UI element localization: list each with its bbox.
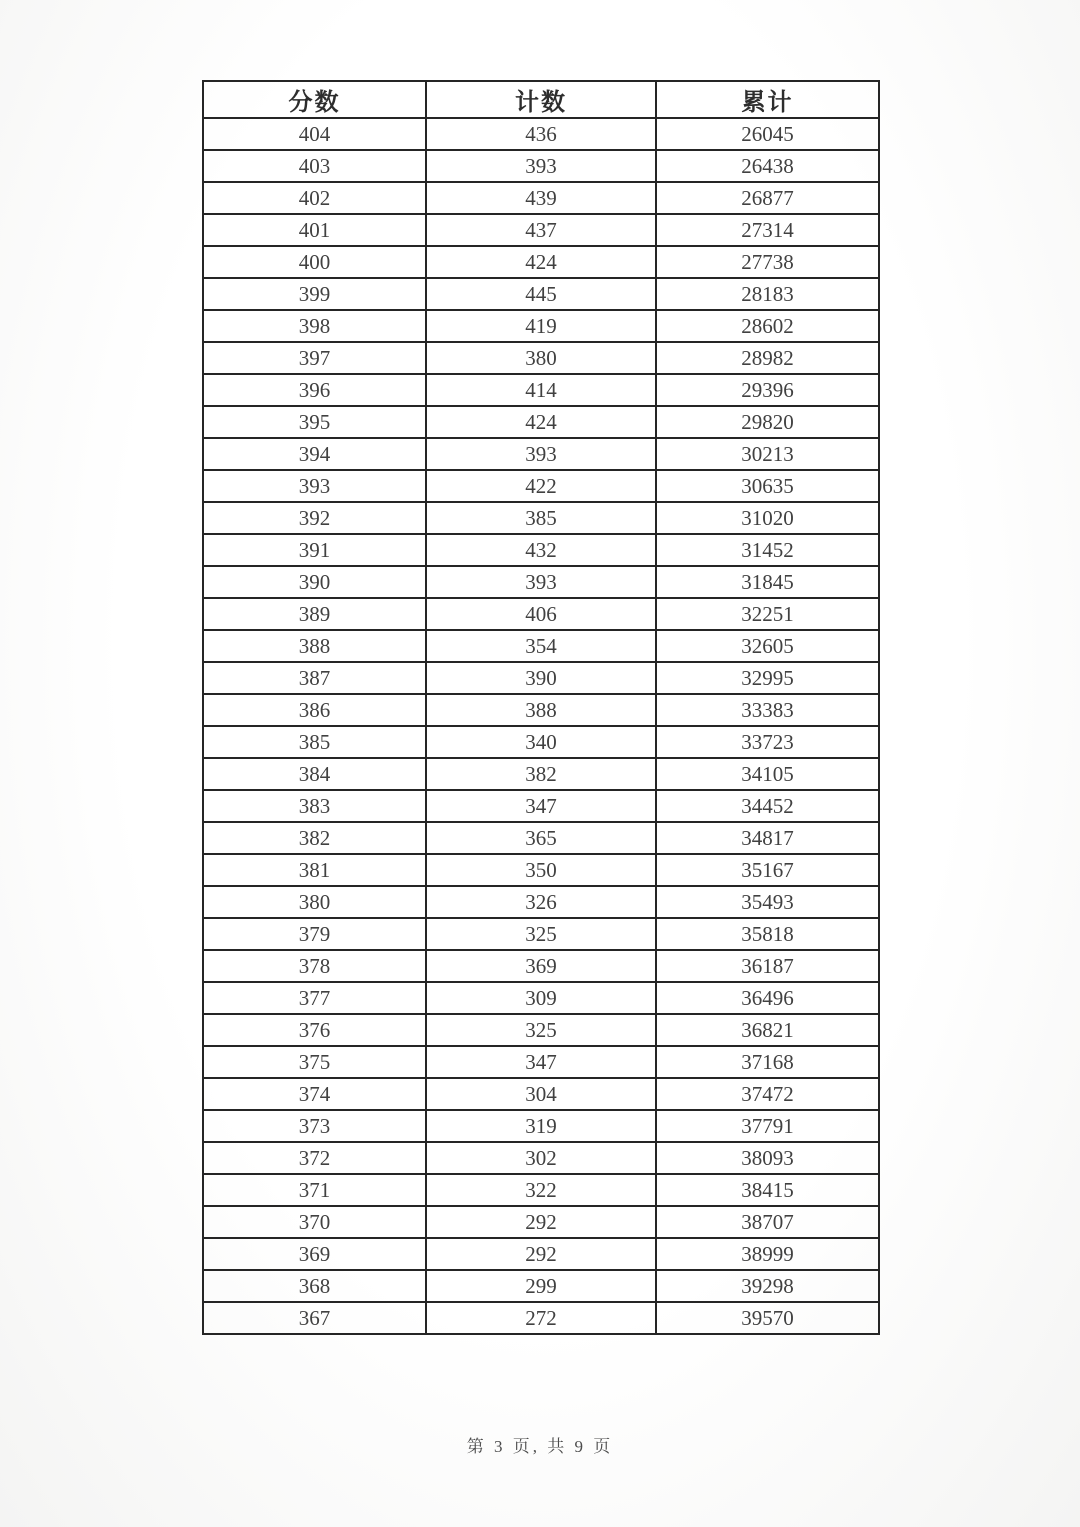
score-cell: 384 bbox=[203, 758, 426, 790]
score-cell: 391 bbox=[203, 534, 426, 566]
cumulative-cell: 37472 bbox=[656, 1078, 879, 1110]
table-row bbox=[203, 726, 879, 758]
score-cell: 374 bbox=[203, 1078, 426, 1110]
count-cell: 445 bbox=[426, 278, 656, 310]
count-cell: 365 bbox=[426, 822, 656, 854]
score-cell: 380 bbox=[203, 886, 426, 918]
cumulative-cell: 34105 bbox=[656, 758, 879, 790]
cumulative-cell: 39298 bbox=[656, 1270, 879, 1302]
count-cell: 319 bbox=[426, 1110, 656, 1142]
count-cell: 414 bbox=[426, 374, 656, 406]
score-cell: 404 bbox=[203, 118, 426, 150]
table-row bbox=[203, 310, 879, 342]
score-cell: 397 bbox=[203, 342, 426, 374]
count-cell: 393 bbox=[426, 438, 656, 470]
table-row bbox=[203, 630, 879, 662]
cumulative-cell: 28183 bbox=[656, 278, 879, 310]
count-cell: 350 bbox=[426, 854, 656, 886]
score-cell: 403 bbox=[203, 150, 426, 182]
table-header-row bbox=[203, 81, 879, 118]
count-cell: 347 bbox=[426, 790, 656, 822]
count-cell: 388 bbox=[426, 694, 656, 726]
count-cell: 393 bbox=[426, 566, 656, 598]
cumulative-cell: 39570 bbox=[656, 1302, 879, 1334]
count-cell: 304 bbox=[426, 1078, 656, 1110]
cumulative-cell: 32995 bbox=[656, 662, 879, 694]
count-cell: 393 bbox=[426, 150, 656, 182]
cumulative-cell: 27314 bbox=[656, 214, 879, 246]
cumulative-cell: 26877 bbox=[656, 182, 879, 214]
score-cell: 367 bbox=[203, 1302, 426, 1334]
count-cell: 385 bbox=[426, 502, 656, 534]
table-row bbox=[203, 342, 879, 374]
cumulative-cell: 26438 bbox=[656, 150, 879, 182]
score-cell: 393 bbox=[203, 470, 426, 502]
cumulative-cell: 35818 bbox=[656, 918, 879, 950]
table-row bbox=[203, 214, 879, 246]
cumulative-cell: 38707 bbox=[656, 1206, 879, 1238]
table-row bbox=[203, 950, 879, 982]
cumulative-cell: 37168 bbox=[656, 1046, 879, 1078]
header-score: 分数 bbox=[203, 81, 426, 118]
cumulative-cell: 29396 bbox=[656, 374, 879, 406]
count-cell: 299 bbox=[426, 1270, 656, 1302]
count-cell: 322 bbox=[426, 1174, 656, 1206]
count-cell: 419 bbox=[426, 310, 656, 342]
count-cell: 432 bbox=[426, 534, 656, 566]
table-row bbox=[203, 694, 879, 726]
score-cell: 376 bbox=[203, 1014, 426, 1046]
score-cell: 396 bbox=[203, 374, 426, 406]
cumulative-cell: 33723 bbox=[656, 726, 879, 758]
table-row bbox=[203, 246, 879, 278]
count-cell: 437 bbox=[426, 214, 656, 246]
table-row bbox=[203, 1174, 879, 1206]
count-cell: 382 bbox=[426, 758, 656, 790]
cumulative-cell: 29820 bbox=[656, 406, 879, 438]
table-row bbox=[203, 886, 879, 918]
cumulative-cell: 32605 bbox=[656, 630, 879, 662]
score-cell: 372 bbox=[203, 1142, 426, 1174]
count-cell: 424 bbox=[426, 246, 656, 278]
cumulative-cell: 32251 bbox=[656, 598, 879, 630]
cumulative-cell: 27738 bbox=[656, 246, 879, 278]
score-cell: 369 bbox=[203, 1238, 426, 1270]
score-cell: 370 bbox=[203, 1206, 426, 1238]
table-body bbox=[203, 118, 879, 1334]
score-cell: 387 bbox=[203, 662, 426, 694]
cumulative-cell: 35167 bbox=[656, 854, 879, 886]
header-cumulative: 累计 bbox=[656, 81, 879, 118]
score-cell: 402 bbox=[203, 182, 426, 214]
score-cell: 389 bbox=[203, 598, 426, 630]
table-row bbox=[203, 598, 879, 630]
cumulative-cell: 26045 bbox=[656, 118, 879, 150]
cumulative-cell: 36496 bbox=[656, 982, 879, 1014]
cumulative-cell: 31452 bbox=[656, 534, 879, 566]
cumulative-cell: 30213 bbox=[656, 438, 879, 470]
score-cell: 371 bbox=[203, 1174, 426, 1206]
score-cell: 392 bbox=[203, 502, 426, 534]
count-cell: 380 bbox=[426, 342, 656, 374]
cumulative-cell: 38093 bbox=[656, 1142, 879, 1174]
count-cell: 406 bbox=[426, 598, 656, 630]
count-cell: 272 bbox=[426, 1302, 656, 1334]
score-cell: 399 bbox=[203, 278, 426, 310]
table-row bbox=[203, 438, 879, 470]
cumulative-cell: 28602 bbox=[656, 310, 879, 342]
count-cell: 369 bbox=[426, 950, 656, 982]
table-row bbox=[203, 278, 879, 310]
count-cell: 326 bbox=[426, 886, 656, 918]
table-row bbox=[203, 1014, 879, 1046]
score-cell: 382 bbox=[203, 822, 426, 854]
score-cell: 386 bbox=[203, 694, 426, 726]
score-cell: 390 bbox=[203, 566, 426, 598]
count-cell: 302 bbox=[426, 1142, 656, 1174]
count-cell: 354 bbox=[426, 630, 656, 662]
table-row bbox=[203, 1110, 879, 1142]
score-cell: 377 bbox=[203, 982, 426, 1014]
count-cell: 292 bbox=[426, 1206, 656, 1238]
cumulative-cell: 31020 bbox=[656, 502, 879, 534]
table-row bbox=[203, 1046, 879, 1078]
table-row bbox=[203, 982, 879, 1014]
count-cell: 422 bbox=[426, 470, 656, 502]
cumulative-cell: 28982 bbox=[656, 342, 879, 374]
cumulative-cell: 38415 bbox=[656, 1174, 879, 1206]
table-row bbox=[203, 790, 879, 822]
score-cell: 379 bbox=[203, 918, 426, 950]
count-cell: 439 bbox=[426, 182, 656, 214]
table-row bbox=[203, 1270, 879, 1302]
count-cell: 436 bbox=[426, 118, 656, 150]
count-cell: 292 bbox=[426, 1238, 656, 1270]
score-cell: 388 bbox=[203, 630, 426, 662]
count-cell: 347 bbox=[426, 1046, 656, 1078]
table-row bbox=[203, 1142, 879, 1174]
table-row bbox=[203, 566, 879, 598]
table-row bbox=[203, 1078, 879, 1110]
count-cell: 309 bbox=[426, 982, 656, 1014]
score-cell: 401 bbox=[203, 214, 426, 246]
count-cell: 325 bbox=[426, 1014, 656, 1046]
table-row bbox=[203, 182, 879, 214]
cumulative-cell: 34817 bbox=[656, 822, 879, 854]
score-cell: 378 bbox=[203, 950, 426, 982]
cumulative-cell: 35493 bbox=[656, 886, 879, 918]
count-cell: 325 bbox=[426, 918, 656, 950]
table-row bbox=[203, 1206, 879, 1238]
score-cell: 368 bbox=[203, 1270, 426, 1302]
score-cell: 394 bbox=[203, 438, 426, 470]
table-row bbox=[203, 118, 879, 150]
score-cell: 381 bbox=[203, 854, 426, 886]
table-row bbox=[203, 854, 879, 886]
table-row bbox=[203, 470, 879, 502]
table-row bbox=[203, 406, 879, 438]
score-cell: 383 bbox=[203, 790, 426, 822]
table-row bbox=[203, 150, 879, 182]
count-cell: 424 bbox=[426, 406, 656, 438]
table-row bbox=[203, 1302, 879, 1334]
table-row bbox=[203, 662, 879, 694]
cumulative-cell: 31845 bbox=[656, 566, 879, 598]
cumulative-cell: 36187 bbox=[656, 950, 879, 982]
score-cell: 373 bbox=[203, 1110, 426, 1142]
cumulative-cell: 34452 bbox=[656, 790, 879, 822]
cumulative-cell: 30635 bbox=[656, 470, 879, 502]
table-row bbox=[203, 502, 879, 534]
page-number-indicator: 第 3 页, 共 9 页 bbox=[466, 1437, 614, 1456]
count-cell: 390 bbox=[426, 662, 656, 694]
table-row bbox=[203, 918, 879, 950]
table-row bbox=[203, 822, 879, 854]
cumulative-cell: 38999 bbox=[656, 1238, 879, 1270]
score-cell: 400 bbox=[203, 246, 426, 278]
score-cell: 375 bbox=[203, 1046, 426, 1078]
table-row bbox=[203, 1238, 879, 1270]
table-row bbox=[203, 374, 879, 406]
header-count: 计数 bbox=[426, 81, 656, 118]
table-row bbox=[203, 534, 879, 566]
cumulative-cell: 37791 bbox=[656, 1110, 879, 1142]
cumulative-cell: 33383 bbox=[656, 694, 879, 726]
cumulative-cell: 36821 bbox=[656, 1014, 879, 1046]
score-distribution-table bbox=[202, 80, 880, 1335]
count-cell: 340 bbox=[426, 726, 656, 758]
score-cell: 398 bbox=[203, 310, 426, 342]
score-cell: 395 bbox=[203, 406, 426, 438]
score-cell: 385 bbox=[203, 726, 426, 758]
table-row bbox=[203, 758, 879, 790]
